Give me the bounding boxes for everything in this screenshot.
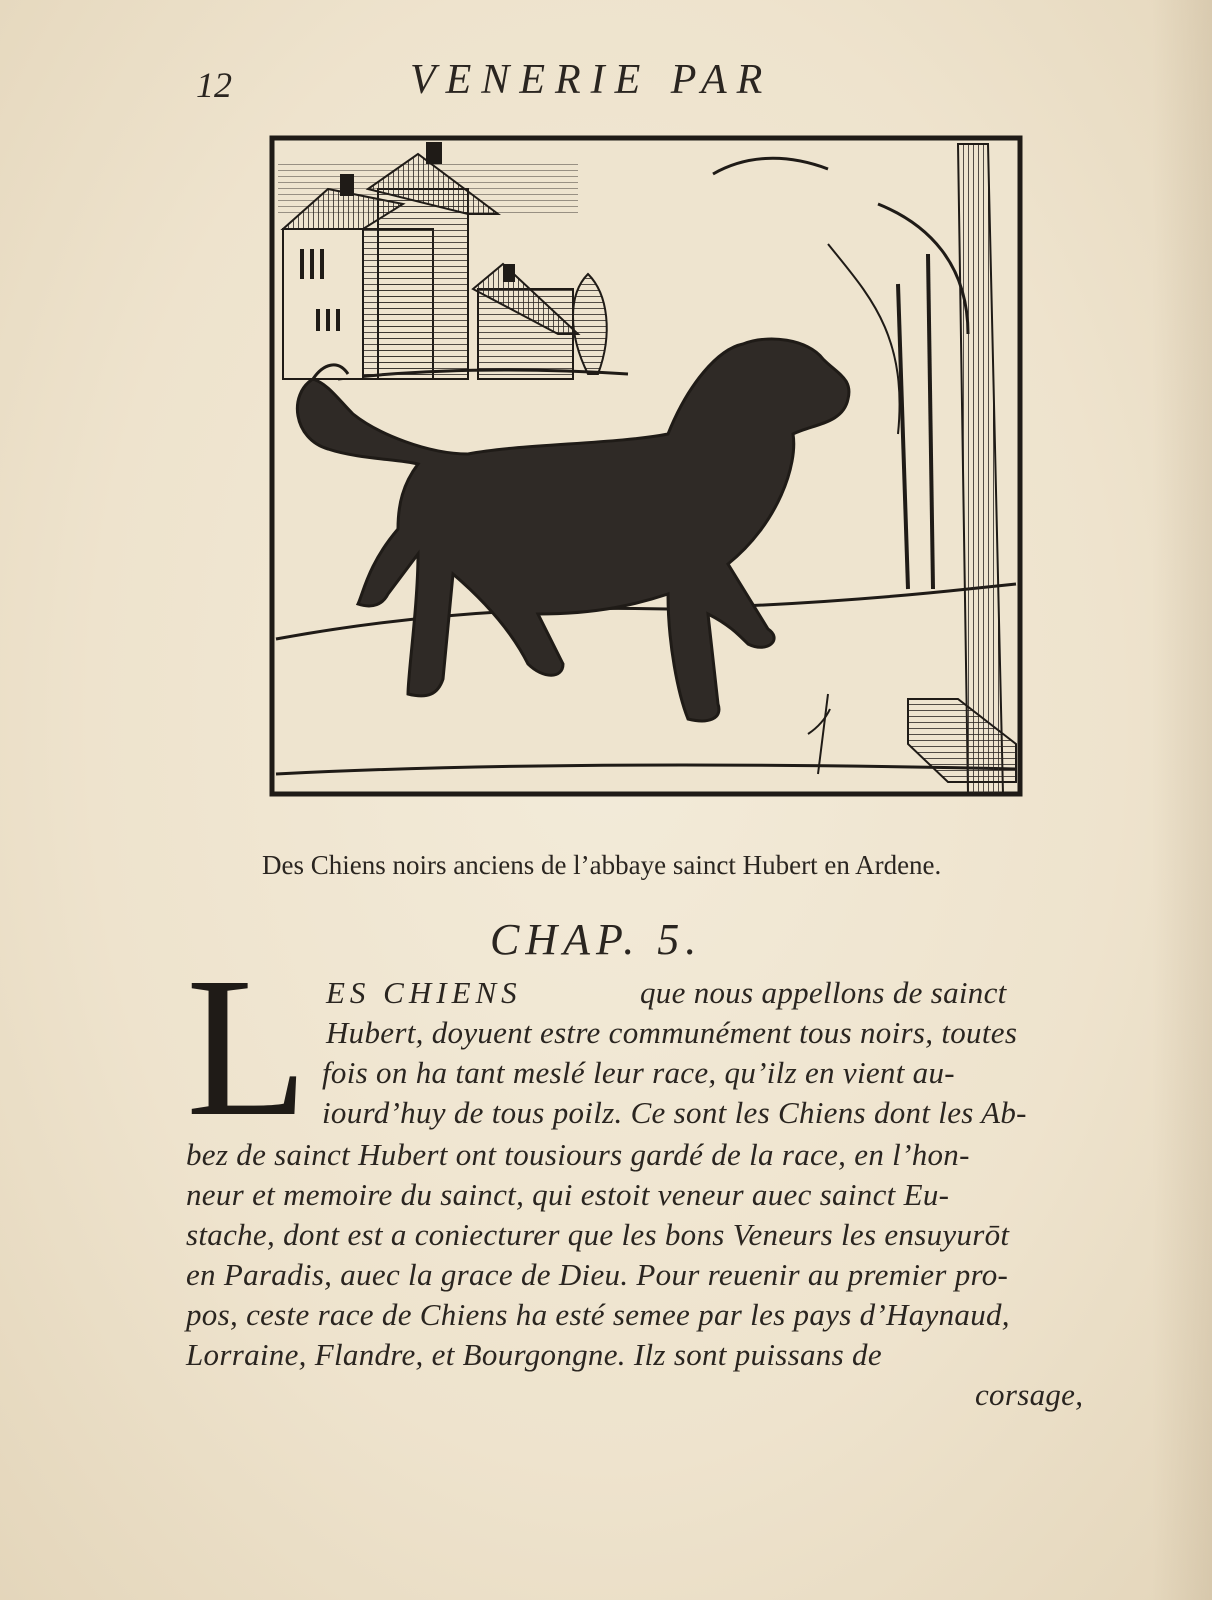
text-line: bez de sainct Hubert ont tousiours gardé de la race, en l’hon- [186,1137,970,1172]
woodcut-black-hound-icon [268,134,1024,798]
text-line: Hubert, doyuent estre communément tous noirs, toutes [326,1015,1018,1050]
chapter-heading: CHAP. 5. [490,915,703,964]
text-line: pos, ceste race de Chiens ha esté semee par les pays d’Haynaud, [186,1297,1010,1332]
text-line: en Paradis, auec la grace de Dieu. Pour reuenir au premier pro- [186,1257,1009,1292]
text-line: stache, dont est a coniecturer que les bons Veneurs les ensuyurōt [186,1217,1010,1252]
opening-words: ES CHIENS [326,975,522,1010]
illustration-caption: Des Chiens noirs anciens de l’abbaye sainct Hubert en Ardene. [262,850,942,880]
text-line: Lorraine, Flandre, et Bourgongne. Ilz sont puissans de [186,1337,882,1372]
catchword: corsage, [975,1377,1084,1412]
drop-cap: L [186,937,309,1158]
page-gutter-shadow [1152,0,1212,1600]
text-line: iourd’huy de tous poilz. Ce sont les Chiens dont les Ab- [322,1095,1027,1130]
text-line: que nous appellons de sainct [640,975,1007,1010]
running-head: VENERIE PAR [410,57,773,103]
page-number: 12 [196,65,232,105]
text-line: neur et memoire du sainct, qui estoit veneur auec sainct Eu- [186,1177,950,1212]
text-line: fois on ha tant meslé leur race, qu’ilz en vient au- [322,1055,955,1090]
